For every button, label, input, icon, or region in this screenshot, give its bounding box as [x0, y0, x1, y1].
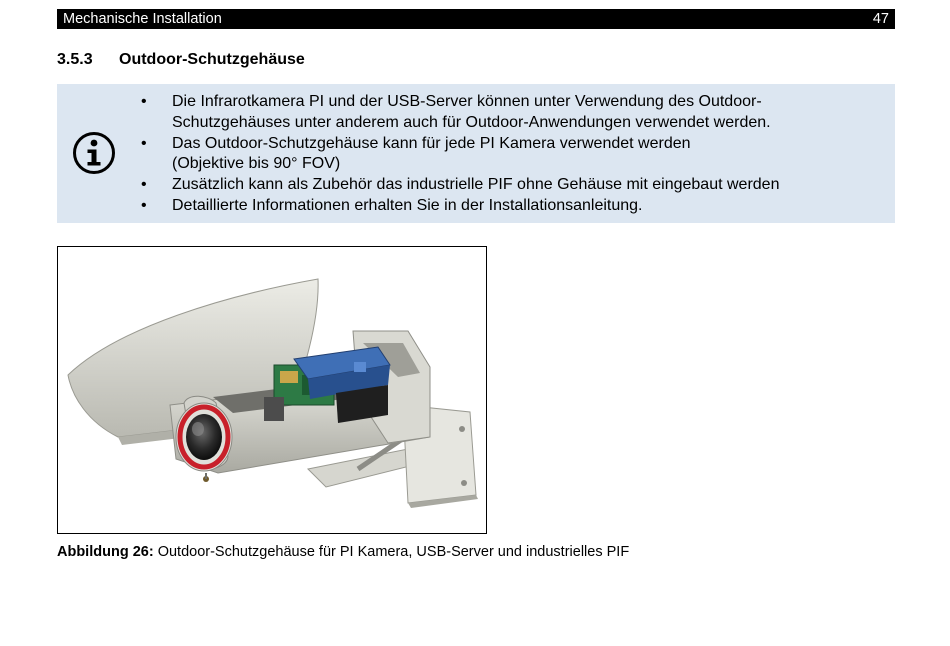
page-header: [57, 9, 895, 29]
caption-label: Abbildung 26:: [57, 544, 154, 560]
section-number: 3.5.3: [57, 51, 93, 68]
bullet-icon: •: [141, 93, 147, 110]
figure-image: [57, 246, 487, 534]
figure-caption: [57, 542, 629, 562]
info-list-line: [57, 134, 895, 155]
info-line-text: Detaillierte Informationen erhalten Sie in der Installationsanleitung.: [172, 196, 643, 214]
info-box: [57, 84, 895, 223]
info-line-text: Zusätzlich kann als Zubehör das industrielle PIF ohne Gehäuse mit eingebaut werden: [172, 176, 780, 194]
caption-text: Outdoor-Schutzgehäuse für PI Kamera, USB-Server und industrielles PIF: [153, 544, 630, 560]
info-line-text: Schutzgehäuses unter anderem auch für Outdoor-Anwendungen verwendet werden.: [172, 113, 771, 131]
info-list-line: [57, 154, 895, 175]
section-title: Outdoor-Schutzgehäuse: [119, 51, 305, 68]
info-list-line: [57, 92, 895, 113]
info-list-line: [57, 113, 895, 134]
info-line-text: (Objektive bis 90° FOV): [172, 155, 341, 173]
info-list: [57, 92, 895, 217]
bullet-icon: •: [141, 176, 147, 194]
info-line-text: Das Outdoor-Schutzgehäuse kann für jede PI Kamera verwendet werden: [172, 134, 691, 152]
info-list-line: [57, 175, 895, 196]
page-number: 47: [872, 11, 889, 27]
bullet-icon: •: [141, 196, 147, 214]
camera-housing-photo: [58, 247, 486, 533]
bullet-icon: •: [141, 134, 147, 152]
info-list-line: [57, 196, 895, 217]
header-title: Mechanische Installation: [63, 11, 222, 27]
info-line-text: Die Infrarotkamera PI und der USB-Server können unter Verwendung des Outdoor-: [172, 93, 762, 110]
